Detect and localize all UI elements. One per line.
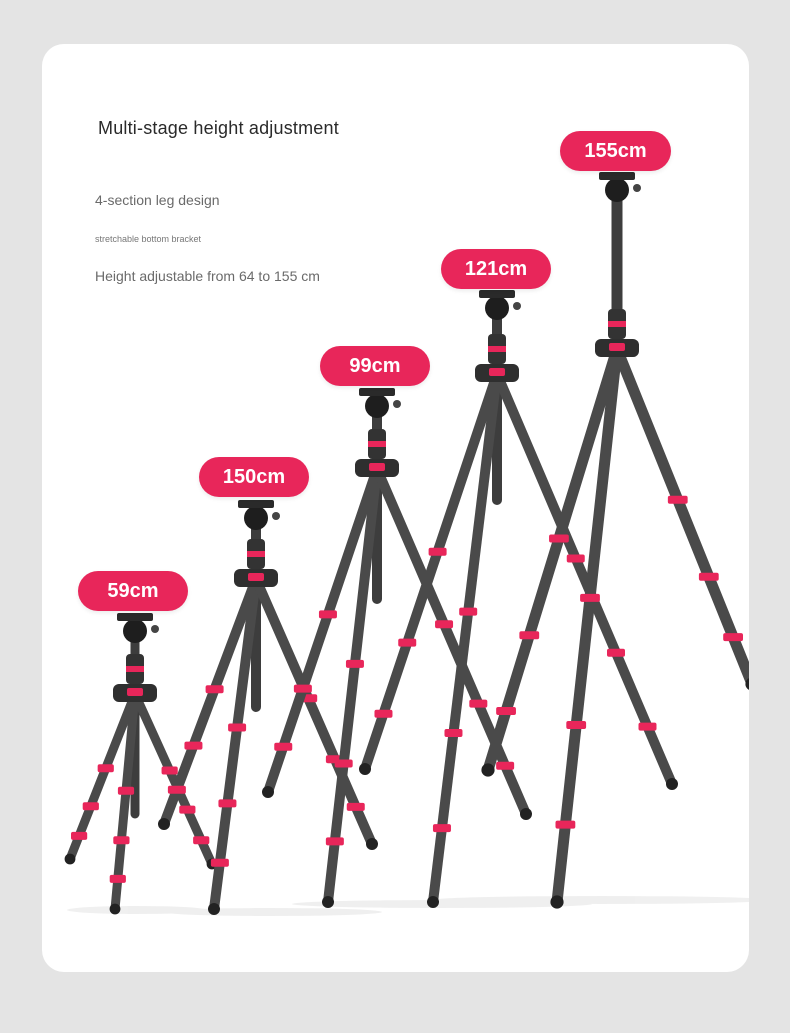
height-badge-155: 155cm [560, 131, 671, 171]
leg-lock [98, 764, 114, 772]
leg-lock [335, 759, 353, 767]
leg-lock [723, 633, 743, 641]
leg-lock [346, 660, 364, 668]
leg-lock [566, 721, 586, 729]
tripod-leg [433, 374, 497, 902]
ball-head [605, 178, 629, 202]
leg-lock [496, 762, 514, 770]
leg-lock [429, 548, 447, 556]
quick-release-plate [117, 613, 153, 621]
ball-head [485, 296, 509, 320]
leg-foot [520, 808, 532, 820]
leg-lock [556, 821, 576, 829]
height-badge-99: 99cm [320, 346, 430, 386]
quick-release-plate [479, 290, 515, 298]
leg-lock [398, 639, 416, 647]
ball-head [244, 506, 268, 530]
leg-lock [444, 729, 462, 737]
feature-height-range: Height adjustable from 64 to 155 cm [95, 268, 320, 284]
leg-lock [184, 742, 202, 750]
leg-lock [211, 859, 229, 867]
leg-lock [162, 767, 178, 775]
quick-release-plate [238, 500, 274, 508]
leg-lock [459, 608, 477, 616]
leg-foot [158, 818, 170, 830]
leg-lock [228, 724, 246, 732]
hub-accent [369, 463, 385, 471]
floor-shadows [67, 896, 749, 916]
leg-foot [110, 904, 121, 915]
leg-lock [294, 685, 312, 693]
collar-ring [247, 551, 265, 557]
leg-lock [347, 803, 365, 811]
tripod-59 [65, 613, 218, 914]
leg-foot [359, 763, 371, 775]
ball-head [123, 619, 147, 643]
leg-lock [71, 832, 87, 840]
leg-lock [110, 875, 126, 883]
leg-foot [262, 786, 274, 798]
leg-lock [113, 836, 129, 844]
leg-lock [699, 573, 719, 581]
tripods-illustration [42, 44, 749, 972]
leg-foot [481, 763, 494, 776]
height-badge-59: 59cm [78, 571, 188, 611]
hub-accent [609, 343, 625, 351]
leg-lock [118, 787, 134, 795]
head-knob [393, 400, 401, 408]
leg-lock [218, 799, 236, 807]
leg-lock [435, 620, 453, 628]
height-badge-121: 121cm [441, 249, 551, 289]
product-card [42, 44, 749, 972]
leg-foot [322, 896, 334, 908]
feature-leg-design: 4-section leg design [95, 192, 220, 208]
collar-ring [126, 666, 144, 672]
leg-foot [366, 838, 378, 850]
leg-foot [65, 854, 76, 865]
leg-foot [208, 903, 220, 915]
leg-lock [433, 824, 451, 832]
leg-lock [580, 594, 600, 602]
leg-lock [326, 837, 344, 845]
leg-lock [206, 685, 224, 693]
head-knob [272, 512, 280, 520]
leg-lock [567, 555, 585, 563]
leg-foot [666, 778, 678, 790]
leg-foot [550, 895, 563, 908]
leg-lock [668, 496, 688, 504]
leg-lock [496, 707, 516, 715]
headline: Multi-stage height adjustment [98, 118, 339, 138]
collar-ring [368, 441, 386, 447]
leg-lock [274, 743, 292, 751]
leg-lock [193, 836, 209, 844]
hub-accent [127, 688, 143, 696]
leg-lock [469, 700, 487, 708]
quick-release-plate [599, 172, 635, 180]
collar-ring [608, 321, 626, 327]
leg-lock [319, 610, 337, 618]
leg-lock [168, 786, 186, 794]
quick-release-plate [359, 388, 395, 396]
leg-lock [374, 710, 392, 718]
height-badge-150: 150cm [199, 457, 309, 497]
leg-lock [83, 802, 99, 810]
leg-lock [519, 631, 539, 639]
head-knob [151, 625, 159, 633]
leg-lock [607, 649, 625, 657]
leg-foot [427, 896, 439, 908]
hub-accent [248, 573, 264, 581]
collar-ring [488, 346, 506, 352]
leg-lock [639, 723, 657, 731]
leg-lock [179, 806, 195, 814]
head-knob [633, 184, 641, 192]
hub-accent [489, 368, 505, 376]
ball-head [365, 394, 389, 418]
feature-bottom-bracket: stretchable bottom bracket [95, 234, 202, 244]
head-knob [513, 302, 521, 310]
leg-lock [549, 534, 569, 542]
